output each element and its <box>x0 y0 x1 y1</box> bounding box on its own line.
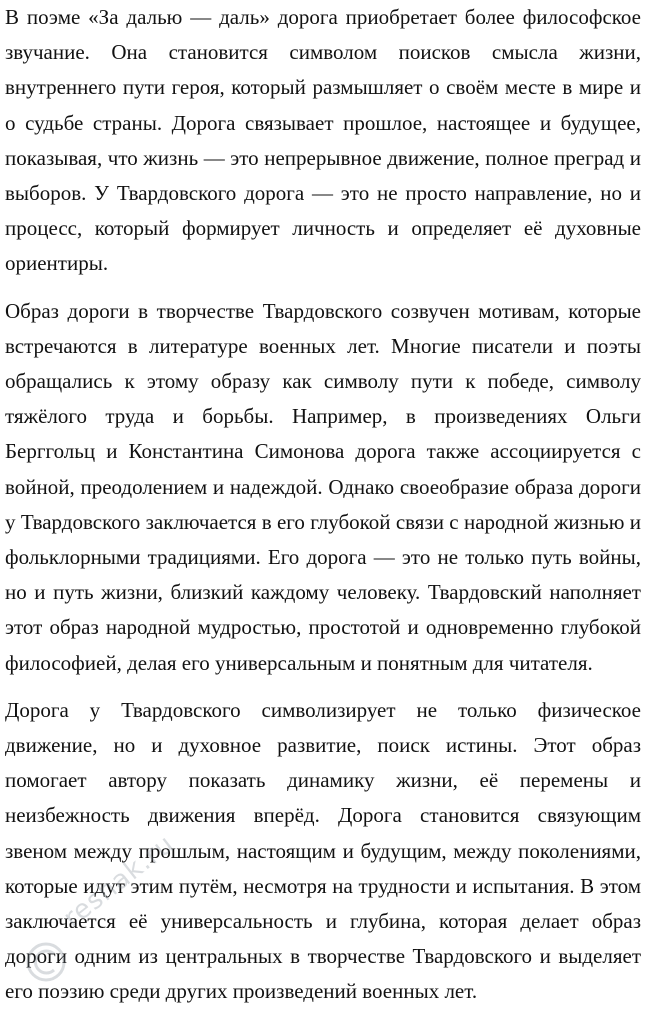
document-body <box>5 0 641 1010</box>
watermark-text: reshak.ru <box>58 829 181 934</box>
paragraph-3: Дорога у Твардовского символизирует не только физическое движение, но и духовное развитие, поиск истины. Этот образ помогает автору показать динамику жизни, её перемены и неизбежность движения вперёд. Дорога становится связующим звеном между прошлым, настоящим и будущим, между поколениями, которые идут этим путём, несмотря на трудности и испытания. В этом заключается её универсальность и глубина, которая делает образ дороги одним из центральных в творчестве Твардовского и выделяет его поэзию среди других произведений военных лет. <box>5 697 641 1004</box>
paragraph-1: В поэме «За далью — даль» дорога приобретает более философское звучание. Она становится символом поисков смысла жизни, внутреннего пути героя, который размышляет о своём месте в мире и о судьбе страны. Дорога связывает прошлое, настоящее и будущее, показывая, что жизнь — это непрерывное движение, полное преград и выборов. У Твардовского дорога — это не просто направление, но и процесс, который формирует личность и определяет её духовные ориентиры. <box>5 5 641 276</box>
paragraph-2: Образ дороги в творчестве Твардовского созвучен мотивам, которые встречаются в литературе военных лет. Многие писатели и поэты обращались к этому образу как символу пути к победе, символу тяжёлого труда и борьбы. Например, в произведениях Ольги Берггольц и Константина Симонова дорога также ассоциируется с войной, преодолением и надеждой. Однако своеобразие образа дороги у Твардовского заключается в его глубокой связи с народной жизнью и фольклорными традициями. Его дорога — это не только путь войны, но и путь жизни, близкий каждому человеку. Твардовский наполняет этот образ народной мудростью, простотой и одновременно глубокой философией, делая его универсальным и понятным для читателя. <box>5 298 641 675</box>
